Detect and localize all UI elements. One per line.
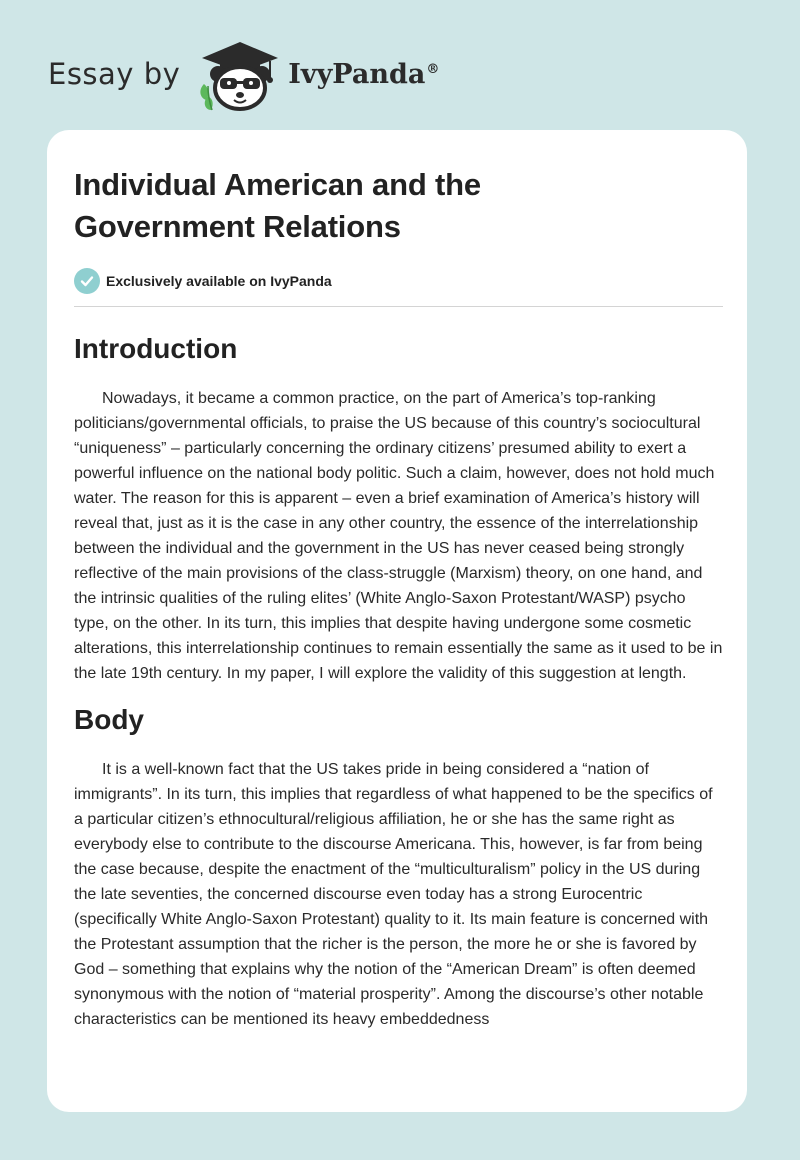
essay-title	[74, 164, 723, 248]
essay-content	[74, 164, 723, 1032]
title-divider	[74, 306, 723, 307]
brand-prefix: Essay by	[48, 57, 181, 91]
check-icon	[74, 268, 100, 294]
essay-title-line-2: Government Relations	[74, 209, 401, 244]
exclusive-badge	[74, 268, 723, 294]
ivypanda-logo-icon[interactable]	[196, 36, 284, 112]
section-paragraph-introduction: Nowadays, it became a common practice, on the part of America’s top-ranking politicians/governmental officials, to praise the US because of this country’s sociocultural “uniqueness” – particularly concerning the ordinary citizens’ presumed ability to exert a powerful influence on the national body politic. Such a claim, however, does not hold much water. The reason for this is apparent – even a brief examination of America’s history will reveal that, just as it is the case in any other country, the essence of the interrelationship between the individual and the government in the US has never ceased being strongly reflective of the main provisions of the class-struggle (Marxism) theory, on one hand, and the intrinsic qualities of the ruling elites’ (White Anglo-Saxon Protestant/WASP) psycho type, on the other. In its turn, this implies that despite having undergone some cosmetic alterations, this interrelationship continues to remain essentially the same as it used to be in the late 19th century. In my paper, I will explore the validity of this suggestion at length.	[74, 390, 723, 682]
section-paragraph-body: It is a well-known fact that the US takes pride in being considered a “nation of immigrants”. In its turn, this implies that regardless of what happened to be the specifics of a particular citizen’s ethnocultural/religious affiliation, he or she has the same right as everybody else to contribute to the discourse Americana. This, however, is far from being the case because, despite the enactment of the “multiculturalism” policy in the US during the late seventies, the concerned discourse even today has a strong Eurocentric (specifically White Anglo-Saxon Protestant) quality to it. Its main feature is concerned with the Protestant assumption that the richer is the person, the more he or she is favored by God – something that explains why the notion of the “American Dream” is often deemed synonymous with the notion of “material prosperity”. Among the discourse’s other notable characteristics can be mentioned its heavy embeddedness	[74, 761, 713, 1028]
exclusive-badge-label: Exclusively available on IvyPanda	[106, 273, 332, 289]
brand-name-text: IvyPanda	[288, 58, 426, 90]
brand-header	[48, 34, 439, 114]
section-heading-body: Body	[74, 704, 144, 735]
section-heading-introduction: Introduction	[74, 333, 238, 364]
registered-mark: ®	[426, 61, 440, 77]
brand-name	[288, 59, 439, 90]
essay-card	[47, 130, 747, 1112]
essay-title-line-1: Individual American and the	[74, 167, 481, 202]
